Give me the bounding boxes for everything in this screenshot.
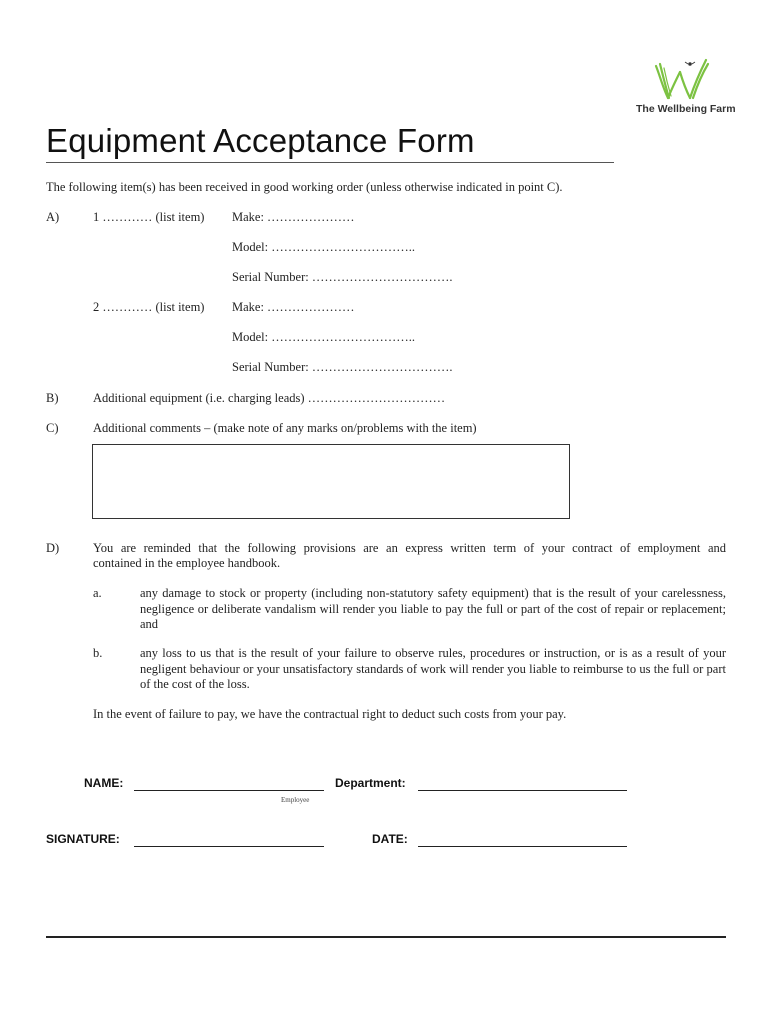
item-2-index[interactable]: 2 ………… (list item) — [93, 300, 205, 314]
section-d-label: D) — [46, 541, 60, 555]
employee-hint: Employee — [281, 796, 310, 804]
department-input-line[interactable] — [418, 790, 627, 791]
name-label: NAME: — [84, 776, 124, 790]
item-1-model-field[interactable]: Model: …………………………….. — [232, 240, 415, 254]
page-title: Equipment Acceptance Form — [46, 122, 475, 159]
item-2-serial-field[interactable]: Serial Number: ……………………………. — [232, 360, 453, 374]
department-label: Department: — [335, 776, 406, 790]
section-b-label: B) — [46, 391, 59, 405]
footer-divider — [46, 936, 726, 938]
additional-comments-label: Additional comments – (make note of any marks on/problems with the item) — [93, 421, 477, 435]
intro-text: The following item(s) has been received in good working order (unless otherwise indicated in point C). — [46, 180, 563, 194]
item-2-make-field[interactable]: Make: ………………… — [232, 300, 355, 314]
item-1-index[interactable]: 1 ………… (list item) — [93, 210, 205, 224]
additional-equipment-field[interactable]: Additional equipment (i.e. charging leads) …………………………… — [93, 391, 446, 405]
section-c-label: C) — [46, 421, 59, 435]
name-input-line[interactable] — [134, 790, 324, 791]
section-d-intro-line1: You are reminded that the following provisions are an express written term of your contract of employment and — [93, 541, 726, 555]
signature-label: SIGNATURE: — [46, 832, 120, 846]
date-input-line[interactable] — [418, 846, 627, 847]
closing-text: In the event of failure to pay, we have the contractual right to deduct such costs from your pay. — [93, 707, 567, 721]
wellbeing-farm-logo-icon — [650, 56, 712, 102]
brand-name: The Wellbeing Farm — [636, 103, 736, 115]
point-a-label: a. — [93, 586, 102, 600]
item-1-serial-field[interactable]: Serial Number: ……………………………. — [232, 270, 453, 284]
signature-input-line[interactable] — [134, 846, 324, 847]
point-a-text: any damage to stock or property (including non-statutory safety equipment) that is the result of your carelessness, negligence or deliberate vandalism will render you liable to pay the full or part of the cost of repair or replacement; and — [140, 586, 726, 631]
title-underline — [46, 162, 614, 163]
item-1-make-field[interactable]: Make: ………………… — [232, 210, 355, 224]
section-a-label: A) — [46, 210, 60, 224]
point-b-label: b. — [93, 646, 103, 660]
point-b-text: any loss to us that is the result of your failure to observe rules, procedures or instruction, or is as a result of your negligent behaviour or your unsatisfactory standards of work will render you liable to reimburse to us the full or part of the cost of the loss. — [140, 646, 726, 691]
comments-textarea[interactable] — [92, 444, 570, 519]
section-d-intro-line2: contained in the employee handbook. — [93, 556, 281, 570]
date-label: DATE: — [372, 832, 408, 846]
item-2-model-field[interactable]: Model: …………………………….. — [232, 330, 415, 344]
